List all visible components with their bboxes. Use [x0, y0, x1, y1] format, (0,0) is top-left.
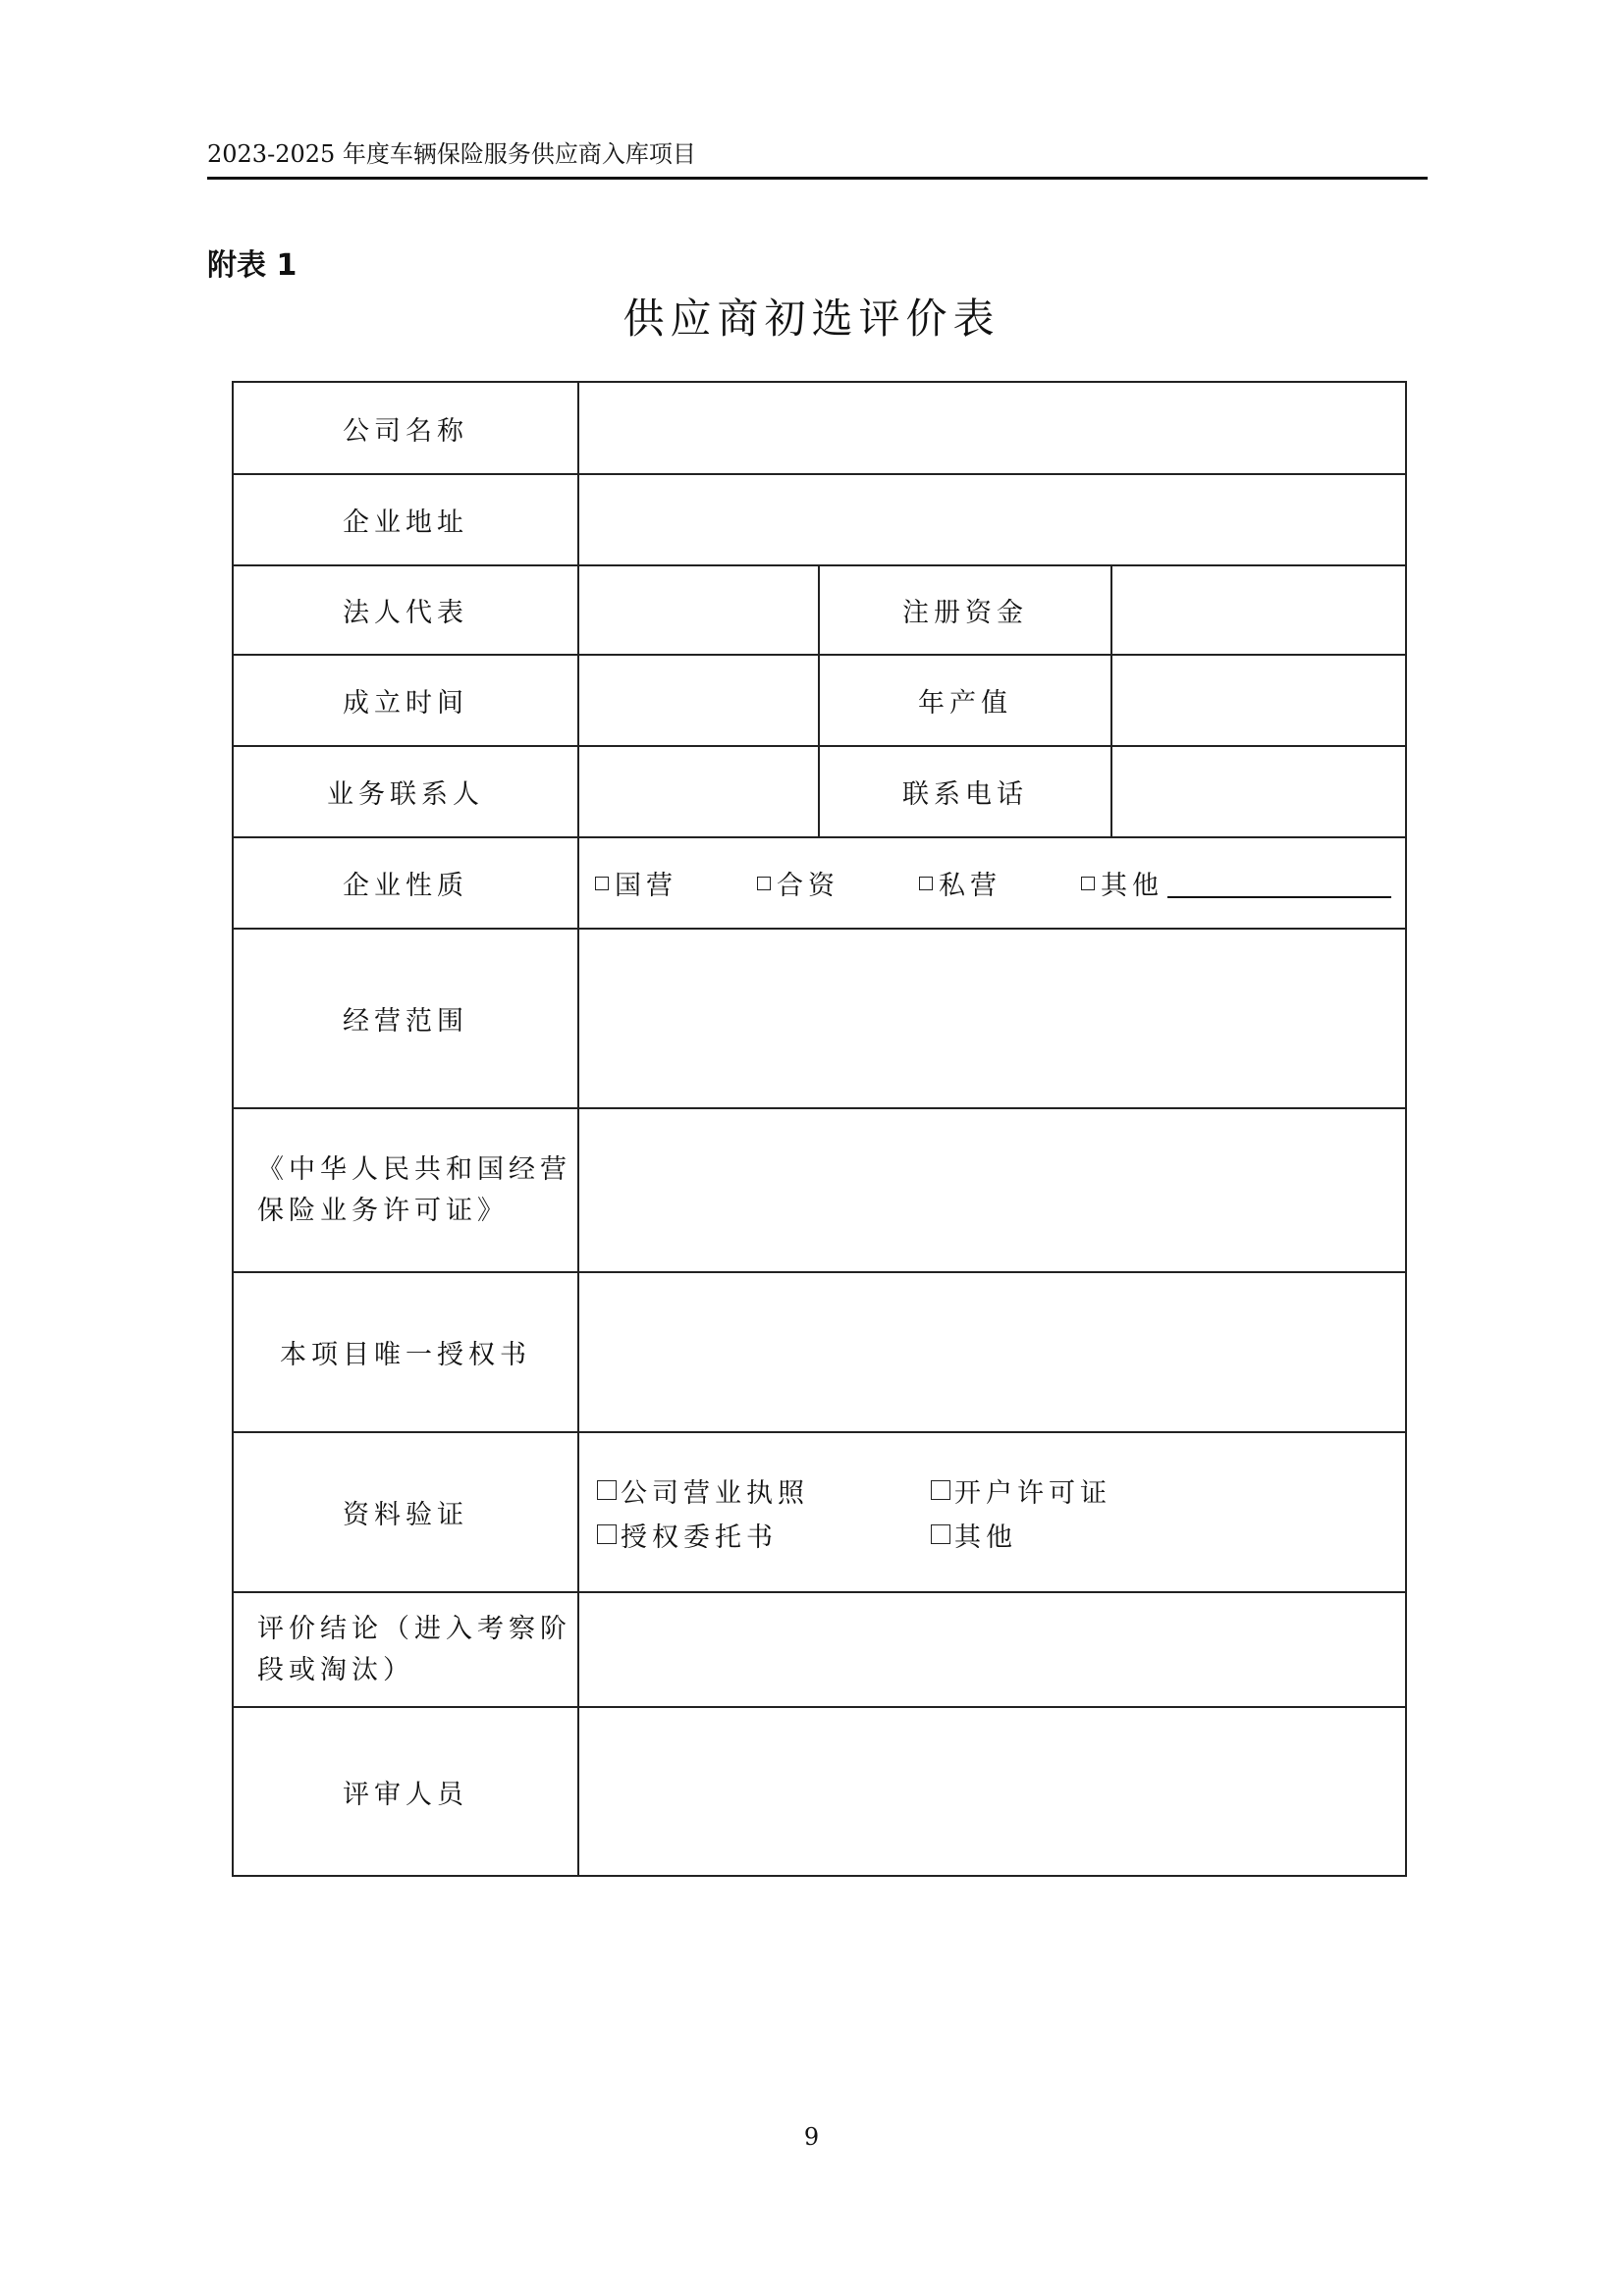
- field-reg-capital[interactable]: [1111, 565, 1406, 655]
- label-phone: 联系电话: [819, 746, 1111, 837]
- field-authorization[interactable]: [578, 1272, 1406, 1432]
- row-conclusion: [233, 1592, 1406, 1707]
- field-contact[interactable]: [578, 746, 819, 837]
- row-authorization: [233, 1272, 1406, 1432]
- checkbox-icon[interactable]: [597, 1524, 617, 1544]
- field-phone[interactable]: [1111, 746, 1406, 837]
- row-nature: [233, 837, 1406, 929]
- checkbox-icon[interactable]: [919, 877, 933, 890]
- option-state-owned[interactable]: 国营: [595, 864, 677, 902]
- label-scope: 经营范围: [233, 929, 578, 1108]
- label-address: 企业地址: [233, 474, 578, 565]
- label-legal-rep: 法人代表: [233, 565, 578, 655]
- checkbox-icon[interactable]: [757, 877, 771, 890]
- page-number: 9: [803, 2123, 820, 2151]
- field-company-name[interactable]: [578, 382, 1406, 474]
- field-reviewers[interactable]: [578, 1707, 1406, 1876]
- label-founded: 成立时间: [233, 655, 578, 746]
- field-scope[interactable]: [578, 929, 1406, 1108]
- page-header: [207, 139, 1428, 180]
- label-verification: 资料验证: [233, 1432, 578, 1592]
- row-reviewers: [233, 1707, 1406, 1876]
- field-verification: [578, 1432, 1406, 1592]
- field-nature: [578, 837, 1406, 929]
- row-verification: [233, 1432, 1406, 1592]
- label-authorization: 本项目唯一授权书: [233, 1272, 578, 1432]
- row-license: [233, 1108, 1406, 1272]
- row-legal-rep: [233, 565, 1406, 655]
- header-text: 2023-2025 年度车辆保险服务供应商入库项目: [207, 140, 696, 168]
- checkbox-icon[interactable]: [597, 1480, 617, 1500]
- label-reviewers: 评审人员: [233, 1707, 578, 1876]
- option-other[interactable]: 其他: [1081, 864, 1391, 902]
- other-fill-line[interactable]: [1167, 869, 1391, 898]
- checkbox-icon[interactable]: [931, 1480, 950, 1500]
- option-power-of-attorney[interactable]: 授权委托书: [597, 1516, 931, 1554]
- option-business-license[interactable]: 公司营业执照: [597, 1471, 931, 1510]
- row-contact: [233, 746, 1406, 837]
- option-verification-other[interactable]: 其他: [931, 1516, 1225, 1554]
- checkbox-icon[interactable]: [1081, 877, 1095, 890]
- field-license[interactable]: [578, 1108, 1406, 1272]
- label-company-name: 公司名称: [233, 382, 578, 474]
- page-title: 供应商初选评价表: [622, 294, 1001, 343]
- label-license: 《中华人民共和国经营保险业务许可证》: [233, 1108, 578, 1272]
- row-address: [233, 474, 1406, 565]
- field-annual-output[interactable]: [1111, 655, 1406, 746]
- row-founded: [233, 655, 1406, 746]
- field-legal-rep[interactable]: [578, 565, 819, 655]
- label-nature: 企业性质: [233, 837, 578, 929]
- appendix-label: 附表 1: [207, 248, 298, 283]
- field-founded[interactable]: [578, 655, 819, 746]
- option-joint-venture[interactable]: 合资: [757, 864, 839, 902]
- label-conclusion: 评价结论（进入考察阶段或淘汰）: [233, 1592, 578, 1707]
- label-reg-capital: 注册资金: [819, 565, 1111, 655]
- option-account-permit[interactable]: 开户许可证: [931, 1471, 1225, 1510]
- field-address[interactable]: [578, 474, 1406, 565]
- row-company-name: [233, 382, 1406, 474]
- row-scope: [233, 929, 1406, 1108]
- field-conclusion[interactable]: [578, 1592, 1406, 1707]
- label-contact: 业务联系人: [233, 746, 578, 837]
- option-private[interactable]: 私营: [919, 864, 1001, 902]
- label-annual-output: 年产值: [819, 655, 1111, 746]
- checkbox-icon[interactable]: [595, 877, 609, 890]
- evaluation-form: [232, 381, 1407, 1877]
- checkbox-icon[interactable]: [931, 1524, 950, 1544]
